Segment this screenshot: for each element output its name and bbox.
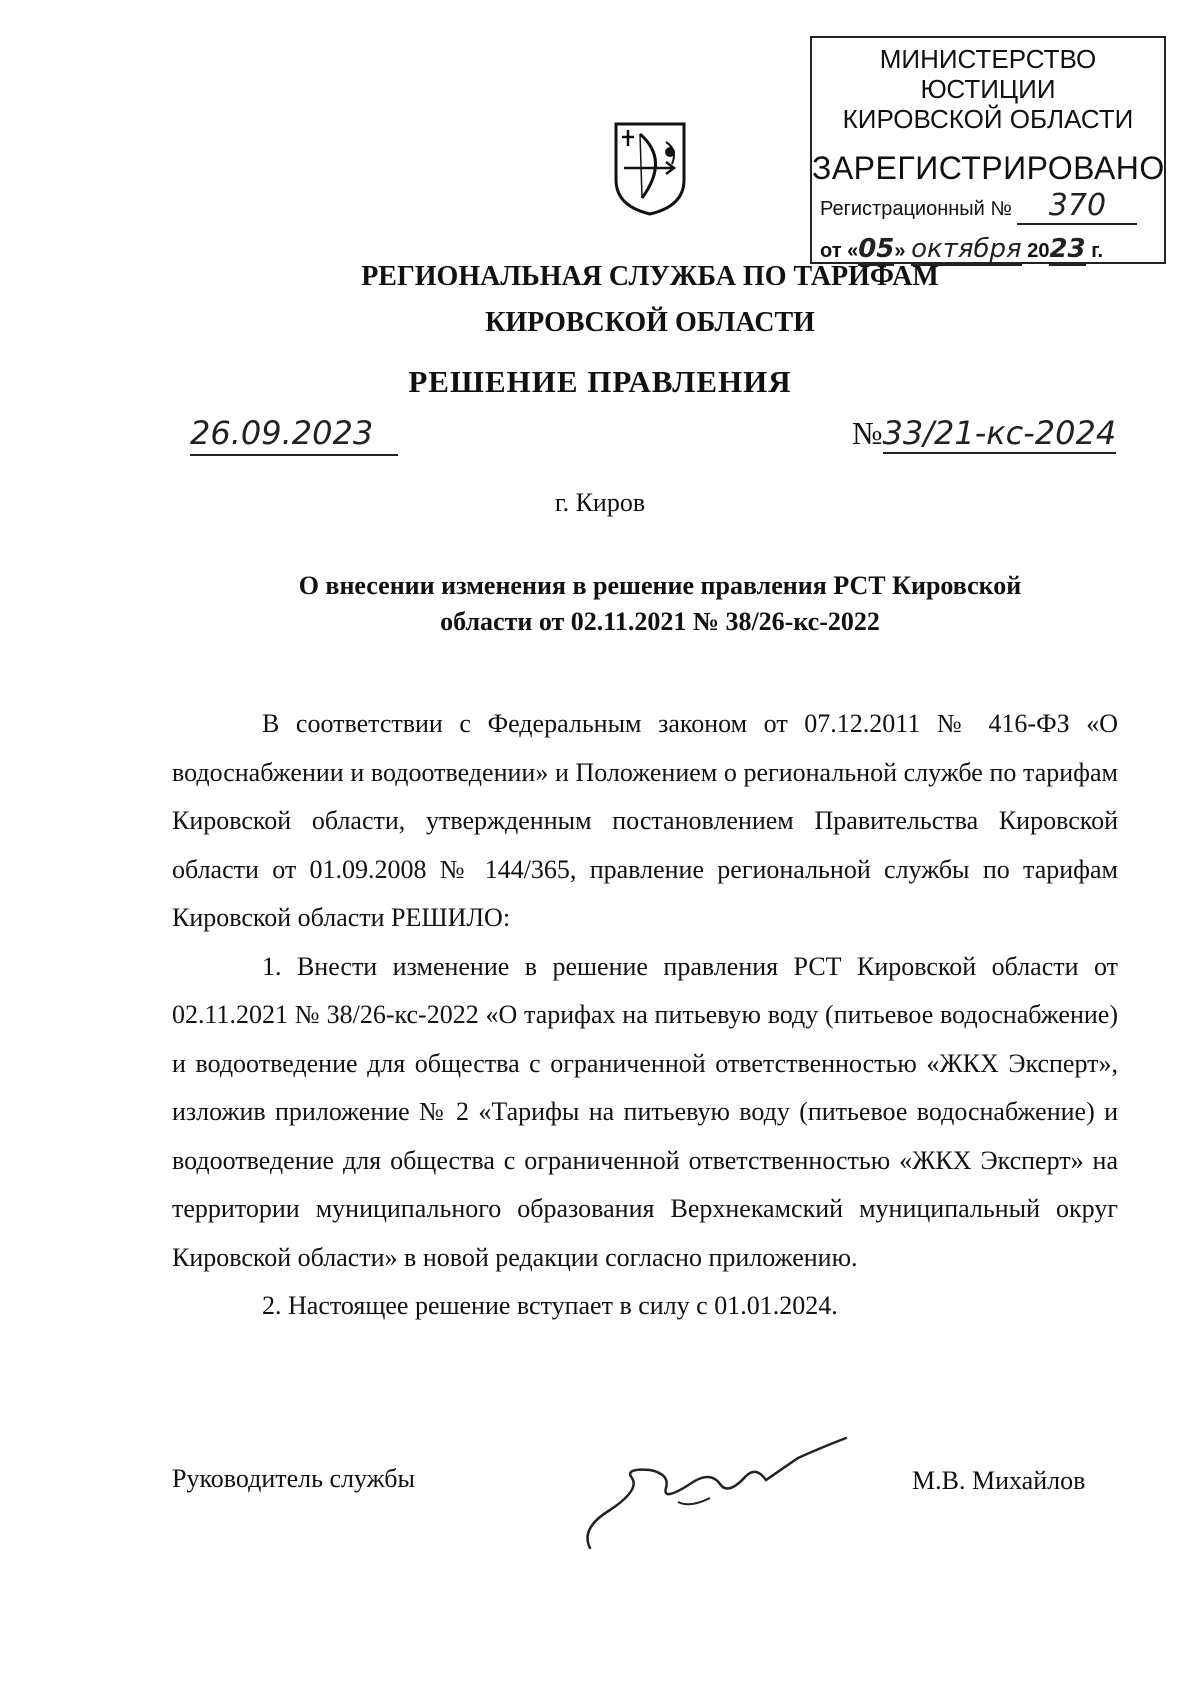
city: г. Киров — [554, 488, 646, 517]
stamp-date-year-suffix: 23 — [1049, 234, 1086, 264]
stamp-date-prefix: от « — [820, 240, 859, 262]
decision-number-label: № — [852, 415, 883, 451]
organization-name — [0, 254, 1200, 346]
signatory-name: М.В. Михайлов — [912, 1466, 1086, 1495]
body-paragraph-preamble: В соответствии с Федеральным законом от 07.12.2011 № 416-ФЗ «О водоснабжении и водоотведении» и Положением о региональной службе по тарифам Кировской области, утвержденным постановлением Правительства Кировской области от 01.09.2008 № 144/365, правление региональной службы по тарифам Кировской области РЕШИЛО: — [172, 709, 1118, 932]
subject-line-2: области от 02.11.2021 № 38/26-кс-2022 — [440, 607, 880, 636]
decision-subject — [240, 568, 1080, 640]
decision-date-value: 26.09.2023 — [190, 414, 398, 456]
signatory-role: Руководитель службы — [172, 1464, 415, 1493]
stamp-region-line: КИРОВСКОЙ ОБЛАСТИ — [842, 104, 1134, 134]
document-type-title: РЕШЕНИЕ ПРАВЛЕНИЯ — [408, 364, 792, 399]
kirov-coat-of-arms-icon — [612, 120, 688, 216]
stamp-date-month: октября — [911, 234, 1022, 264]
body-paragraph-item-1: 1. Внести изменение в решение правления РСТ Кировской области от 02.11.2021 № 38/26-кс-2022 «О тарифах на питьевую воду (питьевое водоснабжение) и водоотведение для общества с ограниченной ответственностью «ЖКХ Эксперт», изложив приложение № 2 «Тарифы на питьевую воду (питьевое водоснабжение) и водоотведение для общества с ограниченной ответственностью «ЖКХ Эксперт» на территории муниципального образования Верхнекамский муниципальный округ Кировской области» в новой редакции согласно приложению. — [172, 951, 1118, 1272]
organization-line-2: КИРОВСКОЙ ОБЛАСТИ — [485, 307, 815, 338]
registration-stamp — [810, 36, 1166, 264]
stamp-reg-number-value: 370 — [1048, 188, 1107, 223]
body-paragraph-item-2: 2. Настоящее решение вступает в силу с 01.01.2024. — [262, 1291, 838, 1320]
decision-number — [852, 414, 1116, 454]
organization-line-1: РЕГИОНАЛЬНАЯ СЛУЖБА ПО ТАРИФАМ — [361, 261, 939, 292]
stamp-reg-number-label: Регистрационный № — [820, 198, 1012, 220]
decision-number-value: 33/21-кс-2024 — [882, 414, 1117, 452]
stamp-date-mid: » — [894, 240, 906, 262]
handwritten-signature — [570, 1418, 870, 1558]
decision-date — [190, 414, 398, 456]
stamp-registered-label: ЗАРЕГИСТРИРОВАНО — [812, 150, 1165, 186]
stamp-date-year-prefix: 20 — [1027, 240, 1050, 262]
subject-line-1: О внесении изменения в решение правления РСТ Кировской — [298, 571, 1022, 600]
stamp-date-day: 05 — [858, 234, 895, 264]
stamp-ministry-line: МИНИСТЕРСТВО ЮСТИЦИИ — [879, 44, 1097, 104]
stamp-reg-number-row — [820, 188, 1137, 225]
stamp-date-suffix: г. — [1091, 240, 1104, 262]
decision-body — [172, 700, 1118, 1331]
